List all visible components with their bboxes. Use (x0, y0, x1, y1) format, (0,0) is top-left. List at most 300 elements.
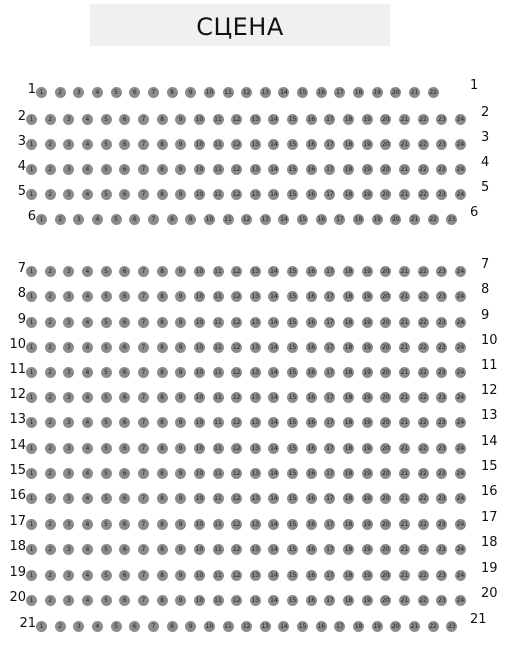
seat[interactable]: 8 (157, 114, 168, 125)
seat[interactable]: 7 (138, 595, 149, 606)
seat[interactable]: 17 (326, 166, 334, 173)
seat[interactable]: 13 (251, 141, 260, 148)
seat[interactable]: 15 (288, 445, 297, 452)
seat[interactable]: 24 (456, 369, 465, 376)
seat[interactable]: 5 (101, 342, 112, 353)
seat[interactable]: 17 (326, 572, 334, 579)
seat[interactable]: 18 (344, 369, 353, 376)
seat[interactable]: 11 (214, 268, 222, 275)
seat[interactable]: 6 (119, 544, 130, 555)
seat[interactable]: 14 (270, 546, 278, 553)
seat[interactable]: 1 (26, 164, 37, 175)
seat[interactable]: 5 (101, 544, 112, 555)
seat[interactable]: 5 (101, 392, 112, 403)
seat[interactable]: 14 (270, 521, 278, 528)
seat[interactable]: 10 (195, 419, 204, 426)
seat[interactable]: 10 (195, 394, 204, 401)
seat[interactable]: 11 (214, 319, 222, 326)
seat[interactable]: 7 (138, 139, 149, 150)
seat[interactable]: 5 (101, 189, 112, 200)
seat[interactable]: 7 (148, 621, 159, 632)
seat[interactable]: 14 (270, 394, 278, 401)
seat[interactable]: 13 (251, 572, 260, 579)
seat[interactable]: 2 (45, 114, 56, 125)
seat[interactable]: 3 (63, 468, 74, 479)
seat[interactable]: 13 (251, 268, 260, 275)
seat[interactable]: 22 (419, 369, 427, 376)
seat[interactable]: 4 (82, 342, 93, 353)
seat[interactable]: 8 (157, 493, 168, 504)
seat[interactable]: 7 (138, 417, 149, 428)
seat[interactable]: 10 (195, 344, 204, 351)
seat[interactable]: 19 (373, 623, 381, 630)
seat[interactable]: 3 (63, 493, 74, 504)
seat[interactable]: 21 (400, 470, 409, 477)
seat[interactable]: 5 (101, 291, 112, 302)
seat[interactable]: 15 (288, 191, 297, 198)
seat[interactable]: 4 (82, 519, 93, 530)
seat[interactable]: 24 (456, 116, 465, 123)
seat[interactable]: 19 (363, 166, 371, 173)
seat[interactable]: 3 (63, 139, 74, 150)
seat[interactable]: 20 (382, 166, 390, 173)
seat[interactable]: 11 (214, 344, 222, 351)
seat[interactable]: 2 (45, 519, 56, 530)
seat[interactable]: 19 (363, 572, 371, 579)
seat[interactable]: 5 (101, 114, 112, 125)
seat[interactable]: 9 (175, 595, 186, 606)
seat[interactable]: 16 (307, 495, 316, 502)
seat[interactable]: 20 (382, 344, 390, 351)
seat[interactable]: 17 (326, 369, 334, 376)
seat[interactable]: 9 (185, 214, 196, 225)
seat[interactable]: 16 (307, 394, 316, 401)
seat[interactable]: 19 (363, 419, 371, 426)
seat[interactable]: 8 (157, 367, 168, 378)
seat[interactable]: 4 (82, 417, 93, 428)
seat[interactable]: 20 (382, 597, 390, 604)
seat[interactable]: 15 (288, 116, 297, 123)
seat[interactable]: 14 (270, 268, 278, 275)
seat[interactable]: 9 (185, 87, 196, 98)
seat[interactable]: 11 (214, 141, 222, 148)
seat[interactable]: 13 (251, 344, 260, 351)
seat[interactable]: 19 (363, 470, 371, 477)
seat[interactable]: 11 (224, 89, 232, 96)
seat[interactable]: 22 (419, 445, 427, 452)
seat[interactable]: 14 (270, 597, 278, 604)
seat[interactable]: 23 (437, 521, 446, 528)
seat[interactable]: 2 (45, 139, 56, 150)
seat[interactable]: 21 (400, 268, 409, 275)
seat[interactable]: 2 (45, 317, 56, 328)
seat[interactable]: 9 (175, 367, 186, 378)
seat[interactable]: 7 (138, 519, 149, 530)
seat[interactable]: 20 (382, 141, 390, 148)
seat[interactable]: 14 (270, 166, 278, 173)
seat[interactable]: 18 (354, 216, 363, 223)
seat[interactable]: 18 (344, 572, 353, 579)
seat[interactable]: 6 (119, 443, 130, 454)
seat[interactable]: 14 (270, 495, 278, 502)
seat[interactable]: 11 (214, 572, 222, 579)
seat[interactable]: 13 (251, 166, 260, 173)
seat[interactable]: 18 (344, 116, 353, 123)
seat[interactable]: 11 (214, 546, 222, 553)
seat[interactable]: 6 (119, 342, 130, 353)
seat[interactable]: 24 (456, 191, 465, 198)
seat[interactable]: 13 (261, 216, 270, 223)
seat[interactable]: 4 (82, 317, 93, 328)
seat[interactable]: 18 (344, 268, 353, 275)
seat[interactable]: 3 (63, 114, 74, 125)
seat[interactable]: 13 (251, 116, 260, 123)
seat[interactable]: 19 (363, 369, 371, 376)
seat[interactable]: 10 (195, 470, 204, 477)
seat[interactable]: 10 (195, 293, 204, 300)
seat[interactable]: 8 (167, 87, 178, 98)
seat[interactable]: 8 (157, 417, 168, 428)
seat[interactable]: 17 (326, 419, 334, 426)
seat[interactable]: 12 (232, 394, 241, 401)
seat[interactable]: 9 (175, 392, 186, 403)
seat[interactable]: 3 (63, 367, 74, 378)
seat[interactable]: 11 (214, 166, 222, 173)
seat[interactable]: 21 (410, 623, 419, 630)
seat[interactable]: 12 (232, 521, 241, 528)
seat[interactable]: 24 (456, 319, 465, 326)
seat[interactable]: 9 (185, 621, 196, 632)
seat[interactable]: 24 (456, 495, 465, 502)
seat[interactable]: 3 (63, 291, 74, 302)
seat[interactable]: 6 (119, 367, 130, 378)
seat[interactable]: 13 (251, 495, 260, 502)
seat[interactable]: 9 (175, 468, 186, 479)
seat[interactable]: 2 (45, 266, 56, 277)
seat[interactable]: 21 (400, 394, 409, 401)
seat[interactable]: 21 (400, 597, 409, 604)
seat[interactable]: 20 (382, 546, 390, 553)
seat[interactable]: 6 (119, 291, 130, 302)
seat[interactable]: 9 (175, 266, 186, 277)
seat[interactable]: 7 (138, 114, 149, 125)
seat[interactable]: 23 (437, 344, 446, 351)
seat[interactable]: 1 (26, 317, 37, 328)
seat[interactable]: 6 (119, 266, 130, 277)
seat[interactable]: 14 (270, 369, 278, 376)
seat[interactable]: 15 (288, 369, 297, 376)
seat[interactable]: 22 (419, 191, 427, 198)
seat[interactable]: 3 (63, 544, 74, 555)
seat[interactable]: 7 (138, 291, 149, 302)
seat[interactable]: 9 (175, 443, 186, 454)
seat[interactable]: 4 (82, 392, 93, 403)
seat[interactable]: 6 (119, 392, 130, 403)
seat[interactable]: 1 (26, 189, 37, 200)
seat[interactable]: 11 (224, 216, 232, 223)
seat[interactable]: 9 (175, 570, 186, 581)
seat[interactable]: 23 (447, 216, 456, 223)
seat[interactable]: 1 (26, 392, 37, 403)
seat[interactable]: 10 (195, 268, 204, 275)
seat[interactable]: 15 (298, 623, 307, 630)
seat[interactable]: 17 (336, 623, 344, 630)
seat[interactable]: 13 (261, 623, 270, 630)
seat[interactable]: 4 (82, 493, 93, 504)
seat[interactable]: 18 (344, 344, 353, 351)
seat[interactable]: 5 (111, 214, 122, 225)
seat[interactable]: 6 (129, 87, 140, 98)
seat[interactable]: 6 (119, 317, 130, 328)
seat[interactable]: 11 (214, 470, 222, 477)
seat[interactable]: 10 (205, 89, 214, 96)
seat[interactable]: 15 (288, 521, 297, 528)
seat[interactable]: 18 (344, 141, 353, 148)
seat[interactable]: 10 (195, 116, 204, 123)
seat[interactable]: 4 (82, 291, 93, 302)
seat[interactable]: 9 (175, 291, 186, 302)
seat[interactable]: 9 (175, 317, 186, 328)
seat[interactable]: 24 (456, 344, 465, 351)
seat[interactable]: 5 (111, 87, 122, 98)
seat[interactable]: 18 (344, 521, 353, 528)
seat[interactable]: 12 (232, 344, 241, 351)
seat[interactable]: 5 (101, 139, 112, 150)
seat[interactable]: 16 (307, 470, 316, 477)
seat[interactable]: 16 (307, 445, 316, 452)
seat[interactable]: 14 (270, 141, 278, 148)
seat[interactable]: 4 (82, 139, 93, 150)
seat[interactable]: 19 (363, 319, 371, 326)
seat[interactable]: 17 (326, 268, 334, 275)
seat[interactable]: 3 (63, 266, 74, 277)
seat[interactable]: 21 (400, 141, 409, 148)
seat[interactable]: 15 (288, 546, 297, 553)
seat[interactable]: 6 (119, 139, 130, 150)
seat[interactable]: 15 (288, 166, 297, 173)
seat[interactable]: 4 (82, 189, 93, 200)
seat[interactable]: 7 (138, 342, 149, 353)
seat[interactable]: 22 (419, 344, 427, 351)
seat[interactable]: 7 (148, 87, 159, 98)
seat[interactable]: 19 (363, 141, 371, 148)
seat[interactable]: 20 (382, 419, 390, 426)
seat[interactable]: 13 (251, 546, 260, 553)
seat[interactable]: 1 (36, 214, 47, 225)
seat[interactable]: 1 (26, 443, 37, 454)
seat[interactable]: 2 (45, 544, 56, 555)
seat[interactable]: 5 (101, 468, 112, 479)
seat[interactable]: 16 (307, 141, 316, 148)
seat[interactable]: 1 (26, 570, 37, 581)
seat[interactable]: 23 (437, 445, 446, 452)
seat[interactable]: 24 (456, 521, 465, 528)
seat[interactable]: 3 (73, 87, 84, 98)
seat[interactable]: 12 (232, 419, 241, 426)
seat[interactable]: 13 (251, 521, 260, 528)
seat[interactable]: 23 (437, 495, 446, 502)
seat[interactable]: 12 (232, 268, 241, 275)
seat[interactable]: 11 (224, 623, 232, 630)
seat[interactable]: 5 (101, 493, 112, 504)
seat[interactable]: 10 (195, 369, 204, 376)
seat[interactable]: 3 (63, 392, 74, 403)
seat[interactable]: 19 (363, 268, 371, 275)
seat[interactable]: 13 (251, 191, 260, 198)
seat[interactable]: 8 (157, 317, 168, 328)
seat[interactable]: 8 (157, 443, 168, 454)
seat[interactable]: 18 (344, 470, 353, 477)
seat[interactable]: 11 (214, 597, 222, 604)
seat[interactable]: 12 (232, 166, 241, 173)
seat[interactable]: 2 (45, 595, 56, 606)
seat[interactable]: 10 (205, 216, 214, 223)
seat[interactable]: 1 (26, 139, 37, 150)
seat[interactable]: 24 (456, 470, 465, 477)
seat[interactable]: 11 (214, 116, 222, 123)
seat[interactable]: 15 (288, 495, 297, 502)
seat[interactable]: 12 (242, 89, 251, 96)
seat[interactable]: 22 (429, 623, 437, 630)
seat[interactable]: 14 (280, 216, 288, 223)
seat[interactable]: 8 (157, 519, 168, 530)
seat[interactable]: 4 (92, 214, 103, 225)
seat[interactable]: 21 (400, 419, 409, 426)
seat[interactable]: 9 (175, 164, 186, 175)
seat[interactable]: 19 (373, 216, 381, 223)
seat[interactable]: 24 (456, 268, 465, 275)
seat[interactable]: 15 (298, 89, 307, 96)
seat[interactable]: 5 (101, 266, 112, 277)
seat[interactable]: 17 (326, 293, 334, 300)
seat[interactable]: 16 (307, 572, 316, 579)
seat[interactable]: 9 (175, 139, 186, 150)
seat[interactable]: 13 (251, 394, 260, 401)
seat[interactable]: 15 (288, 419, 297, 426)
seat[interactable]: 20 (382, 521, 390, 528)
seat[interactable]: 10 (195, 572, 204, 579)
seat[interactable]: 4 (82, 595, 93, 606)
seat[interactable]: 10 (195, 597, 204, 604)
seat[interactable]: 12 (232, 445, 241, 452)
seat[interactable]: 10 (195, 319, 204, 326)
seat[interactable]: 24 (456, 166, 465, 173)
seat[interactable]: 1 (26, 342, 37, 353)
seat[interactable]: 14 (280, 89, 288, 96)
seat[interactable]: 20 (382, 394, 390, 401)
seat[interactable]: 11 (214, 445, 222, 452)
seat[interactable]: 13 (251, 419, 260, 426)
seat[interactable]: 15 (288, 394, 297, 401)
seat[interactable]: 4 (82, 468, 93, 479)
seat[interactable]: 5 (111, 621, 122, 632)
seat[interactable]: 17 (336, 89, 344, 96)
seat[interactable]: 17 (326, 597, 334, 604)
seat[interactable]: 22 (419, 521, 427, 528)
seat[interactable]: 24 (456, 445, 465, 452)
seat[interactable]: 2 (45, 468, 56, 479)
seat[interactable]: 11 (214, 495, 222, 502)
seat[interactable]: 18 (344, 419, 353, 426)
seat[interactable]: 7 (138, 493, 149, 504)
seat[interactable]: 18 (344, 293, 353, 300)
seat[interactable]: 17 (326, 470, 334, 477)
seat[interactable]: 14 (280, 623, 288, 630)
seat[interactable]: 3 (73, 621, 84, 632)
seat[interactable]: 12 (232, 293, 241, 300)
seat[interactable]: 8 (157, 468, 168, 479)
seat[interactable]: 19 (373, 89, 381, 96)
seat[interactable]: 2 (45, 189, 56, 200)
seat[interactable]: 22 (419, 166, 427, 173)
seat[interactable]: 21 (400, 572, 409, 579)
seat[interactable]: 6 (119, 417, 130, 428)
seat[interactable]: 3 (63, 417, 74, 428)
seat[interactable]: 17 (326, 344, 334, 351)
seat[interactable]: 14 (270, 191, 278, 198)
seat[interactable]: 10 (195, 445, 204, 452)
seat[interactable]: 24 (456, 419, 465, 426)
seat[interactable]: 15 (288, 597, 297, 604)
seat[interactable]: 16 (307, 293, 316, 300)
seat[interactable]: 10 (205, 623, 214, 630)
seat[interactable]: 23 (437, 597, 446, 604)
seat[interactable]: 23 (437, 470, 446, 477)
seat[interactable]: 2 (45, 342, 56, 353)
seat[interactable]: 21 (400, 344, 409, 351)
seat[interactable]: 15 (288, 319, 297, 326)
seat[interactable]: 18 (344, 597, 353, 604)
seat[interactable]: 19 (363, 116, 371, 123)
seat[interactable]: 20 (382, 268, 390, 275)
seat[interactable]: 1 (26, 291, 37, 302)
seat[interactable]: 7 (148, 214, 159, 225)
seat[interactable]: 1 (26, 519, 37, 530)
seat[interactable]: 8 (167, 621, 178, 632)
seat[interactable]: 22 (419, 116, 427, 123)
seat[interactable]: 20 (382, 319, 390, 326)
seat[interactable]: 6 (119, 468, 130, 479)
seat[interactable]: 14 (270, 293, 278, 300)
seat[interactable]: 6 (119, 493, 130, 504)
seat[interactable]: 24 (456, 141, 465, 148)
seat[interactable]: 20 (392, 89, 400, 96)
seat[interactable]: 12 (232, 597, 241, 604)
seat[interactable]: 12 (232, 191, 241, 198)
seat[interactable]: 5 (101, 164, 112, 175)
seat[interactable]: 20 (382, 572, 390, 579)
seat[interactable]: 2 (45, 443, 56, 454)
seat[interactable]: 18 (344, 546, 353, 553)
seat[interactable]: 1 (26, 493, 37, 504)
seat[interactable]: 18 (344, 166, 353, 173)
seat[interactable]: 21 (400, 191, 409, 198)
seat[interactable]: 3 (63, 443, 74, 454)
seat[interactable]: 16 (307, 191, 316, 198)
seat[interactable]: 23 (437, 293, 446, 300)
seat[interactable]: 20 (382, 369, 390, 376)
seat[interactable]: 10 (195, 521, 204, 528)
seat[interactable]: 8 (157, 139, 168, 150)
seat[interactable]: 21 (400, 116, 409, 123)
seat[interactable]: 8 (157, 595, 168, 606)
seat[interactable]: 24 (456, 293, 465, 300)
seat[interactable]: 12 (242, 216, 251, 223)
seat[interactable]: 7 (138, 266, 149, 277)
seat[interactable]: 20 (382, 495, 390, 502)
seat[interactable]: 1 (26, 266, 37, 277)
seat[interactable]: 23 (437, 546, 446, 553)
